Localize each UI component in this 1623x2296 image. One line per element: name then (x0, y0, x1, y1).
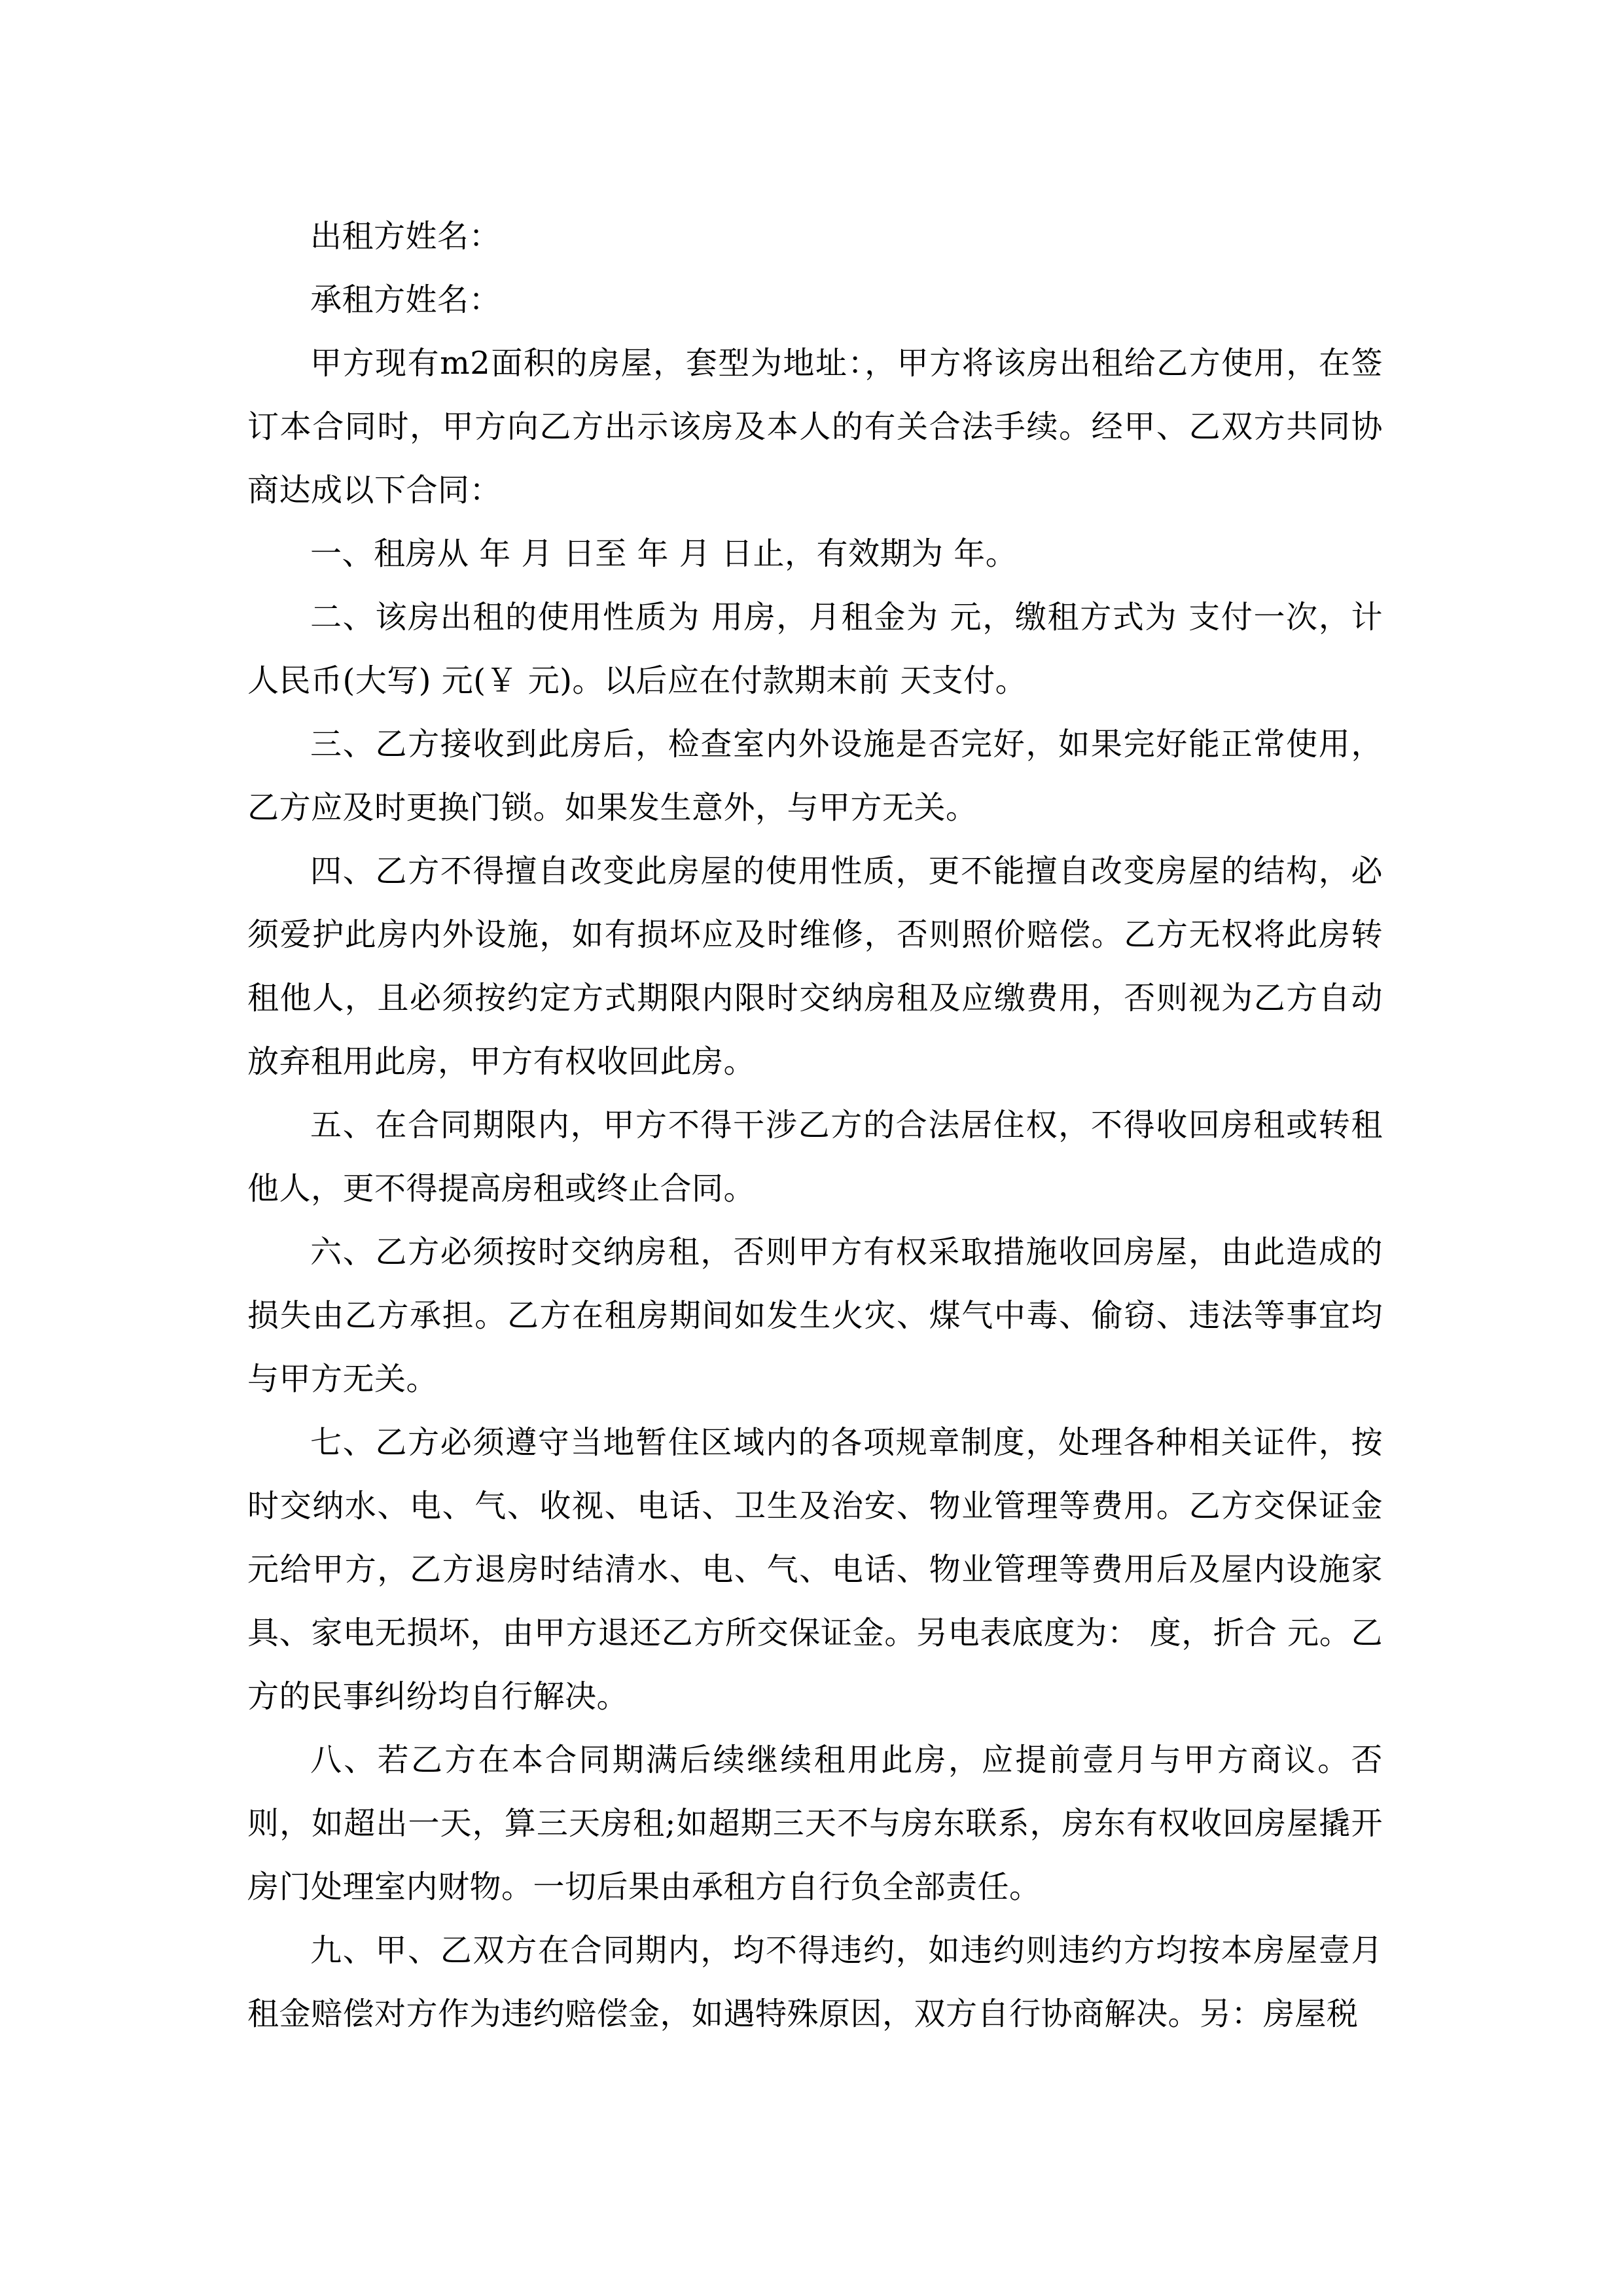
intro-paragraph: 甲方现有m2面积的房屋，套型为地址：，甲方将该房出租给乙方使用，在签订本合同时，甲方向乙方出示该房及本人的有关合法手续。经甲、乙双方共同协商达成以下合同： (247, 345, 1383, 509)
clause-7: 七、乙方必须遵守当地暂住区域内的各项规章制度，处理各种相关证件，按时交纳水、电、气、收视、电话、卫生及治安、物业管理等费用。乙方交保证金 元给甲方，乙方退房时结清水、电、气、电话、物业管理等费用后及屋内设施家具、家电无损坏，由甲方退还乙方所交保证金。另电表底度为： 度，折合 元。乙方的民事纠纷均自行解决。 (247, 1424, 1383, 1715)
clause-8: 八、若乙方在本合同期满后续继续租用此房，应提前壹月与甲方商议。否则，如超出一天，算三天房租;如超期三天不与房东联系，房东有权收回房屋撬开房门处理室内财物。一切后果由承租方自行负全部责任。 (247, 1742, 1383, 1905)
contract-body (247, 205, 1383, 2046)
clause-6: 六、乙方必须按时交纳房租，否则甲方有权采取措施收回房屋，由此造成的损失由乙方承担。乙方在租房期间如发生火灾、煤气中毒、偷窃、违法等事宜均与甲方无关。 (247, 1234, 1383, 1397)
clause-4: 四、乙方不得擅自改变此房屋的使用性质，更不能擅自改变房屋的结构，必须爱护此房内外设施，如有损坏应及时维修，否则照价赔偿。乙方无权将此房转租他人，且必须按约定方式期限内限时交纳房租及应缴费用，否则视为乙方自动放弃租用此房，甲方有权收回此房。 (247, 853, 1383, 1080)
clause-5: 五、在合同期限内，甲方不得干涉乙方的合法居住权，不得收回房租或转租他人，更不得提高房租或终止合同。 (247, 1107, 1383, 1207)
lessee-name-label: 承租方姓名： (310, 281, 501, 318)
clause-2: 二、该房出租的使用性质为 用房，月租金为 元，缴租方式为 支付一次，计人民币(大写) 元(￥ 元)。以后应在付款期末前 天支付。 (247, 599, 1383, 699)
clause-3: 三、乙方接收到此房后，检查室内外设施是否完好，如果完好能正常使用，乙方应及时更换门锁。如果发生意外，与甲方无关。 (247, 726, 1383, 826)
clause-9: 九、甲、乙双方在合同期内，均不得违约，如违约则违约方均按本房屋壹月租金赔偿对方作为违约赔偿金，如遇特殊原因，双方自行协商解决。另：房屋税 (247, 1932, 1383, 2032)
clause-1: 一、租房从 年 月 日至 年 月 日止，有效期为 年。 (310, 535, 1018, 572)
lessor-name-label: 出租方姓名： (310, 218, 501, 255)
